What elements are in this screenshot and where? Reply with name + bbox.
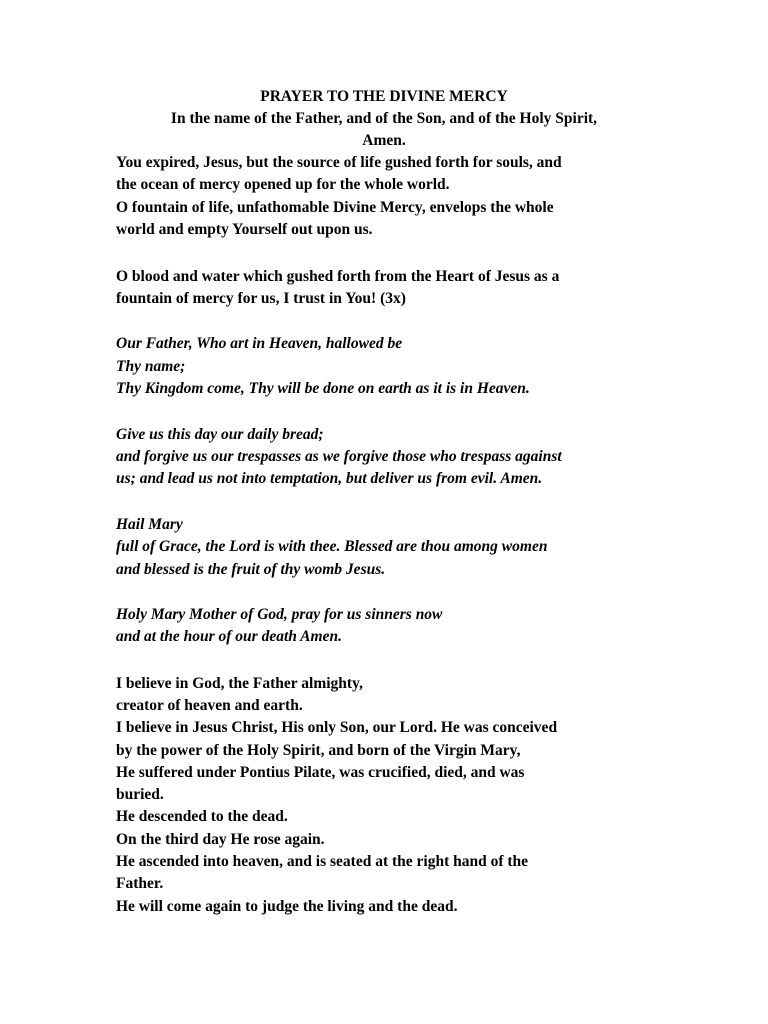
creed-line: He suffered under Pontius Pilate, was crucified, died, and was (116, 764, 525, 781)
creed-line: creator of heaven and earth. (116, 697, 303, 714)
hail-mary-line: Holy Mary Mother of God, pray for us sinners now (116, 606, 443, 623)
hail-mary-line: full of Grace, the Lord is with thee. Blessed are thou among women (116, 538, 548, 555)
creed-line: buried. (116, 786, 164, 803)
opening-line: O fountain of life, unfathomable Divine Mercy, envelops the whole (116, 199, 554, 216)
our-father-line: Thy name; (116, 358, 186, 375)
creed-line: He descended to the dead. (116, 808, 288, 825)
creed-line: He ascended into heaven, and is seated at the right hand of the (116, 853, 529, 870)
creed-line: I believe in God, the Father almighty, (116, 675, 363, 692)
hail-mary-line: Hail Mary (116, 516, 183, 533)
sign-of-cross-line: Amen. (362, 132, 406, 149)
creed-line: He will come again to judge the living and the dead. (116, 898, 458, 915)
creed-line: On the third day He rose again. (116, 831, 325, 848)
our-father-line: us; and lead us not into temptation, but deliver us from evil. Amen. (116, 470, 543, 487)
blood-and-water-line: O blood and water which gushed forth from the Heart of Jesus as a (116, 268, 560, 285)
opening-line: the ocean of mercy opened up for the whole world. (116, 176, 450, 193)
our-father-line: Thy Kingdom come, Thy will be done on earth as it is in Heaven. (116, 380, 530, 397)
hail-mary-line: and blessed is the fruit of thy womb Jesus. (116, 561, 386, 578)
blood-and-water-line: fountain of mercy for us, I trust in You! (3x) (116, 290, 406, 307)
our-father-line: Our Father, Who art in Heaven, hallowed be (116, 335, 403, 352)
opening-line: You expired, Jesus, but the source of life gushed forth for souls, and (116, 154, 562, 171)
opening-line: world and empty Yourself out upon us. (116, 221, 373, 238)
our-father-line: Give us this day our daily bread; (116, 426, 324, 443)
creed-line: Father. (116, 875, 164, 892)
creed-line: by the power of the Holy Spirit, and born of the Virgin Mary, (116, 742, 521, 759)
page-title: PRAYER TO THE DIVINE MERCY (260, 88, 508, 105)
our-father-line: and forgive us our trespasses as we forgive those who trespass against (116, 448, 562, 465)
hail-mary-line: and at the hour of our death Amen. (116, 628, 342, 645)
sign-of-cross-line: In the name of the Father, and of the Son, and of the Holy Spirit, (170, 110, 598, 127)
creed-line: I believe in Jesus Christ, His only Son, our Lord. He was conceived (116, 719, 558, 736)
